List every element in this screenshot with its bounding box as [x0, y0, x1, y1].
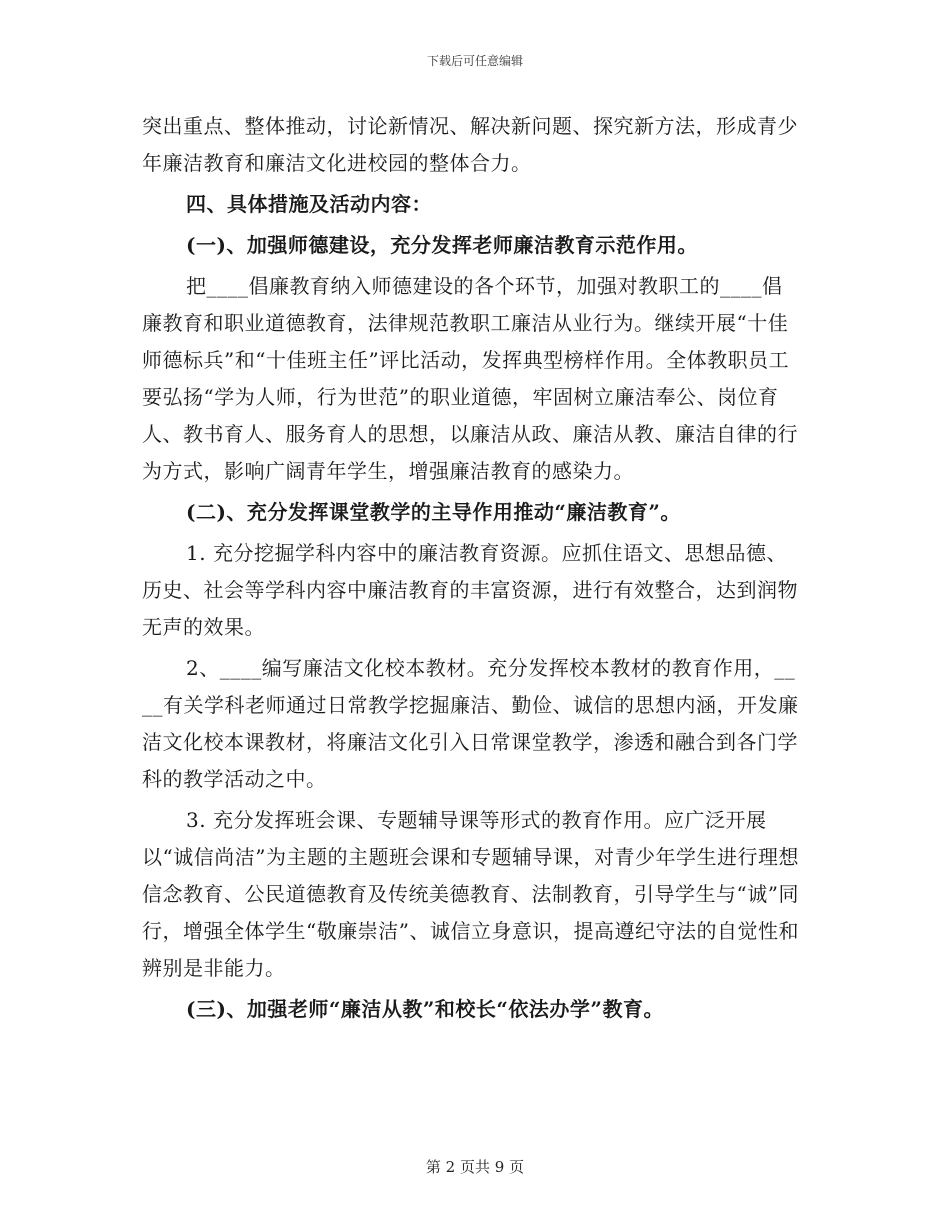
- subheading-teacher-principal-education: (三)、加强老师“廉洁从教”和校长“依法办学”教育。: [186, 997, 664, 1021]
- paragraph-item-3: 3. 充分发挥班会课、专题辅导课等形式的教育作用。应广泛开展以“诚信尚洁”为主题的主题班会课和专题辅导课，对青少年学生进行理想信念教育、公民道德教育及传统美德教育、法制教育，引导学生与“诚”同行，增强全体学生“敬廉崇洁”、诚信立身意识，提高遵纪守法的自觉性和辨别是非能力。: [142, 808, 799, 980]
- document-body: [142, 108, 802, 1032]
- subheading-classroom-teaching: (二)、充分发挥课堂教学的主导作用推动“廉洁教育”。: [186, 500, 681, 524]
- paragraph-item-2: 2、____编写廉洁文化校本教材。充分发挥校本教材的教育作用，____有关学科老师通过日常教学挖掘廉洁、勤俭、诚信的思想内涵，开发廉洁文化校本课教材，将廉洁文化引入日常课堂教学，渗透和融合到各门学科的教学活动之中。: [142, 656, 799, 791]
- section-heading-measures: 四、具体措施及活动内容：: [186, 192, 432, 216]
- page-header: 下载后可任意编辑: [426, 54, 523, 68]
- subheading-teacher-ethics: (一)、加强师德建设，充分发挥老师廉洁教育示范作用。: [186, 233, 698, 257]
- paragraph-item-1: 1. 充分挖掘学科内容中的廉洁教育资源。应抓住语文、思想品德、历史、社会等学科内容中廉洁教育的丰富资源，进行有效整合，达到润物无声的效果。: [142, 541, 798, 639]
- paragraph-intro-continuation: 突出重点、整体推动，讨论新情况、解决新问题、探究新方法，形成青少年廉洁教育和廉洁文化进校园的整体合力。: [142, 114, 798, 175]
- page-footer: 第 2 页共 9 页: [425, 1158, 525, 1176]
- paragraph-teacher-ethics: 把____倡廉教育纳入师德建设的各个环节，加强对教职工的____倡廉教育和职业道德教育，法律规范教职工廉洁从业行为。继续开展“十佳师德标兵”和“十佳班主任”评比活动，发挥典型榜样作用。全体教职员工要弘扬“学为人师，行为世范”的职业道德，牢固树立廉洁奉公、岗位育人、教书育人、服务育人的思想，以廉洁从政、廉洁从教、廉洁自律的行为方式，影响广阔青年学生，增强廉洁教育的感染力。: [142, 274, 798, 483]
